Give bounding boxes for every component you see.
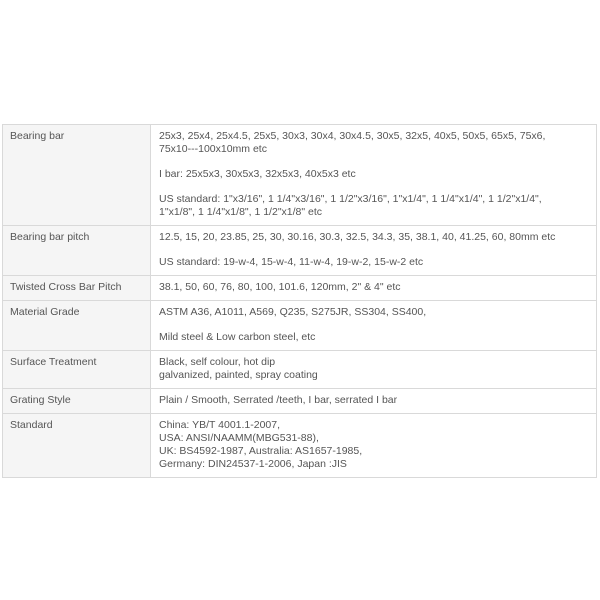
value-paragraph bbox=[159, 281, 589, 294]
table-row bbox=[3, 276, 597, 301]
row-value bbox=[151, 276, 597, 301]
row-label: Bearing bar pitch bbox=[3, 226, 151, 276]
row-label: Material Grade bbox=[3, 301, 151, 351]
value-paragraph bbox=[159, 356, 589, 382]
specification-table-body bbox=[3, 125, 597, 478]
value-paragraph bbox=[159, 193, 589, 219]
value-line: galvanized, painted, spray coating bbox=[159, 369, 318, 381]
row-label: Standard bbox=[3, 414, 151, 478]
row-value bbox=[151, 389, 597, 414]
value-paragraph bbox=[159, 394, 589, 407]
value-line: US standard: 19-w-4, 15-w-4, 11-w-4, 19-w-2, 15-w-2 etc bbox=[159, 256, 424, 268]
row-value bbox=[151, 226, 597, 276]
value-line: 25x3, 25x4, 25x4.5, 25x5, 30x3, 30x4, 30x4.5, 30x5, 32x5, 40x5, 50x5, 65x5, 75x6, bbox=[159, 130, 546, 142]
specification-table bbox=[2, 124, 597, 478]
table-row bbox=[3, 301, 597, 351]
value-line: UK: BS4592-1987, Australia: AS1657-1985, bbox=[159, 445, 363, 457]
value-line: 75x10---100x10mm etc bbox=[159, 143, 267, 155]
value-paragraph bbox=[159, 419, 589, 471]
value-line: US standard: 1"x3/16", 1 1/4"x3/16", 1 1/2"x3/16", 1"x1/4", 1 1/4"x1/4", 1 1/2"x1/4", bbox=[159, 193, 542, 205]
value-line: 1"x1/8", 1 1/4"x1/8", 1 1/2"x1/8" etc bbox=[159, 206, 323, 218]
table-row bbox=[3, 226, 597, 276]
value-paragraph bbox=[159, 231, 589, 244]
value-line: ASTM A36, A1011, A569, Q235, S275JR, SS304, SS400, bbox=[159, 306, 427, 318]
row-value bbox=[151, 351, 597, 389]
value-line: Germany: DIN24537-1-2006, Japan :JIS bbox=[159, 458, 347, 470]
row-label: Bearing bar bbox=[3, 125, 151, 226]
row-value bbox=[151, 125, 597, 226]
value-paragraph bbox=[159, 306, 589, 319]
row-label: Surface Treatment bbox=[3, 351, 151, 389]
row-label: Grating Style bbox=[3, 389, 151, 414]
table-row bbox=[3, 125, 597, 226]
value-paragraph bbox=[159, 331, 589, 344]
row-value bbox=[151, 414, 597, 478]
value-paragraph bbox=[159, 130, 589, 156]
value-line: Black, self colour, hot dip bbox=[159, 356, 276, 368]
value-line: I bar: 25x5x3, 30x5x3, 32x5x3, 40x5x3 etc bbox=[159, 168, 356, 180]
table-row bbox=[3, 414, 597, 478]
value-line: 38.1, 50, 60, 76, 80, 100, 101.6, 120mm, 2" & 4" etc bbox=[159, 281, 401, 293]
row-label: Twisted Cross Bar Pitch bbox=[3, 276, 151, 301]
value-line: 12.5, 15, 20, 23.85, 25, 30, 30.16, 30.3, 32.5, 34.3, 35, 38.1, 40, 41.25, 60, 80mm etc bbox=[159, 231, 556, 243]
table-row bbox=[3, 389, 597, 414]
value-paragraph bbox=[159, 168, 589, 181]
value-line: Plain / Smooth, Serrated /teeth, I bar, serrated I bar bbox=[159, 394, 398, 406]
value-paragraph bbox=[159, 256, 589, 269]
value-line: Mild steel & Low carbon steel, etc bbox=[159, 331, 316, 343]
row-value bbox=[151, 301, 597, 351]
table-row bbox=[3, 351, 597, 389]
value-line: USA: ANSI/NAAMM(MBG531-88), bbox=[159, 432, 319, 444]
value-line: China: YB/T 4001.1-2007, bbox=[159, 419, 281, 431]
